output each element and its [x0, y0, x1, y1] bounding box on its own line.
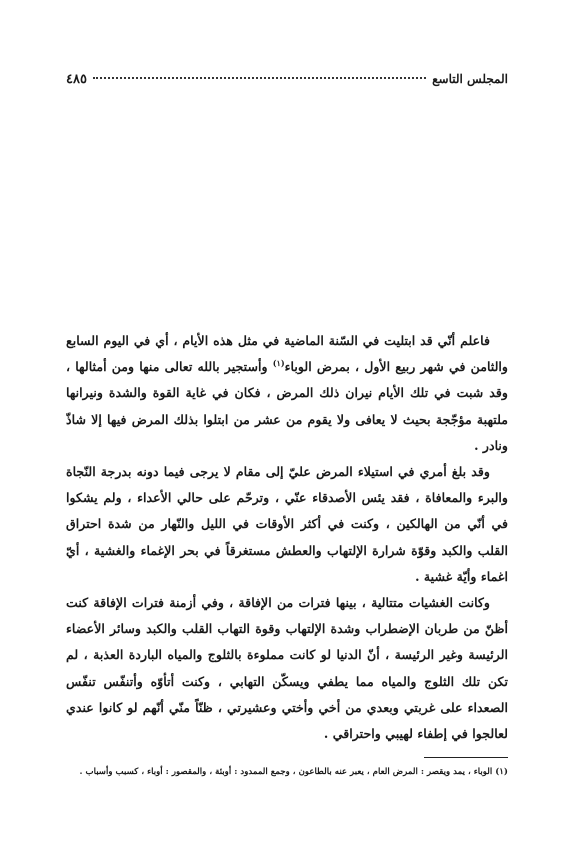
page-number: ٤٨٥ — [66, 72, 87, 87]
running-header — [66, 72, 508, 94]
main-text — [66, 328, 508, 747]
footnote: (١) الوباء ، يمد ويقصر : المرض العام ، يعبر عنه بالطاعون ، وجمع الممدود : أوبئة ، والمقصور : أوباء ، كسبب وأسباب . — [79, 767, 508, 777]
paragraph-1-text-b: وأستجير بالله تعالى منها ومن أمثالها ، وقد شبت في تلك الأيام نيران ذلك المرض ، فكان في غاية القوة والشدة ونيرانها ملتهبة مؤجّجة بحيث لا يعافى ولا يقوم من عشر من ابتلوا بذلك المرض فيها إلا شاذّ ونادر . — [66, 359, 508, 453]
footnote-reference: (١) — [272, 358, 285, 369]
paragraph-1 — [66, 328, 508, 459]
header-leader-dots — [93, 77, 426, 79]
paragraph-3: وكانت الغشيات متتالية ، بينها فترات من الإفاقة ، وفي أزمنة فترات الإفاقة كنت أظنّ من طربان الإضطراب وشدة الإلتهاب وقوة التهاب القلب والكبد وسائر الأعضاء الرئيسة وغير الرئيسة ، أنّ الدنيا لو كانت مملوءة بالثلوج والمياه الباردة العذبة ، لم تكن تلك الثلوج والمياه مما يطفي ويسكّن التهابي ، وكنت أتأوّه وأتنفّس تنفّس الصعداء على غربتي وبعدي من أخي وأختي وعشيرتي ، ظنّاً منّي أنّهم لو كانوا عندي لعالجوا في إطفاء لهيبي واحتراقي . — [66, 595, 508, 742]
chapter-title: المجلس التاسع — [432, 72, 508, 86]
paragraph-1-text-a: فاعلم أنّي قد ابتليت في السّنة الماضية في مثل هذه الأيام ، أي في اليوم السابع والثامن في شهر ربيع الأول ، بمرض الوباء — [66, 333, 508, 375]
paragraph-2: وقد بلغ أمري في استيلاء المرض عليّ إلى مقام لا يرجى فيما دونه بدرجة النّجاة والبرء والمعافاة ، فقد يئس الأصدقاء عنّي ، وترحّم على حالي الأعداء ، ولم يشكوا في أنّي من الهالكين ، وكنت في أكثر الأوقات في الليل والنّهار من شدة احتراق القلب والكبد وقوّة شرارة الإلتهاب والعطش مستغرقاً في بحر الإغماء والغشية ، أيّ اغماء وأيّة غشية . — [66, 464, 508, 584]
footnote-separator — [424, 757, 508, 758]
